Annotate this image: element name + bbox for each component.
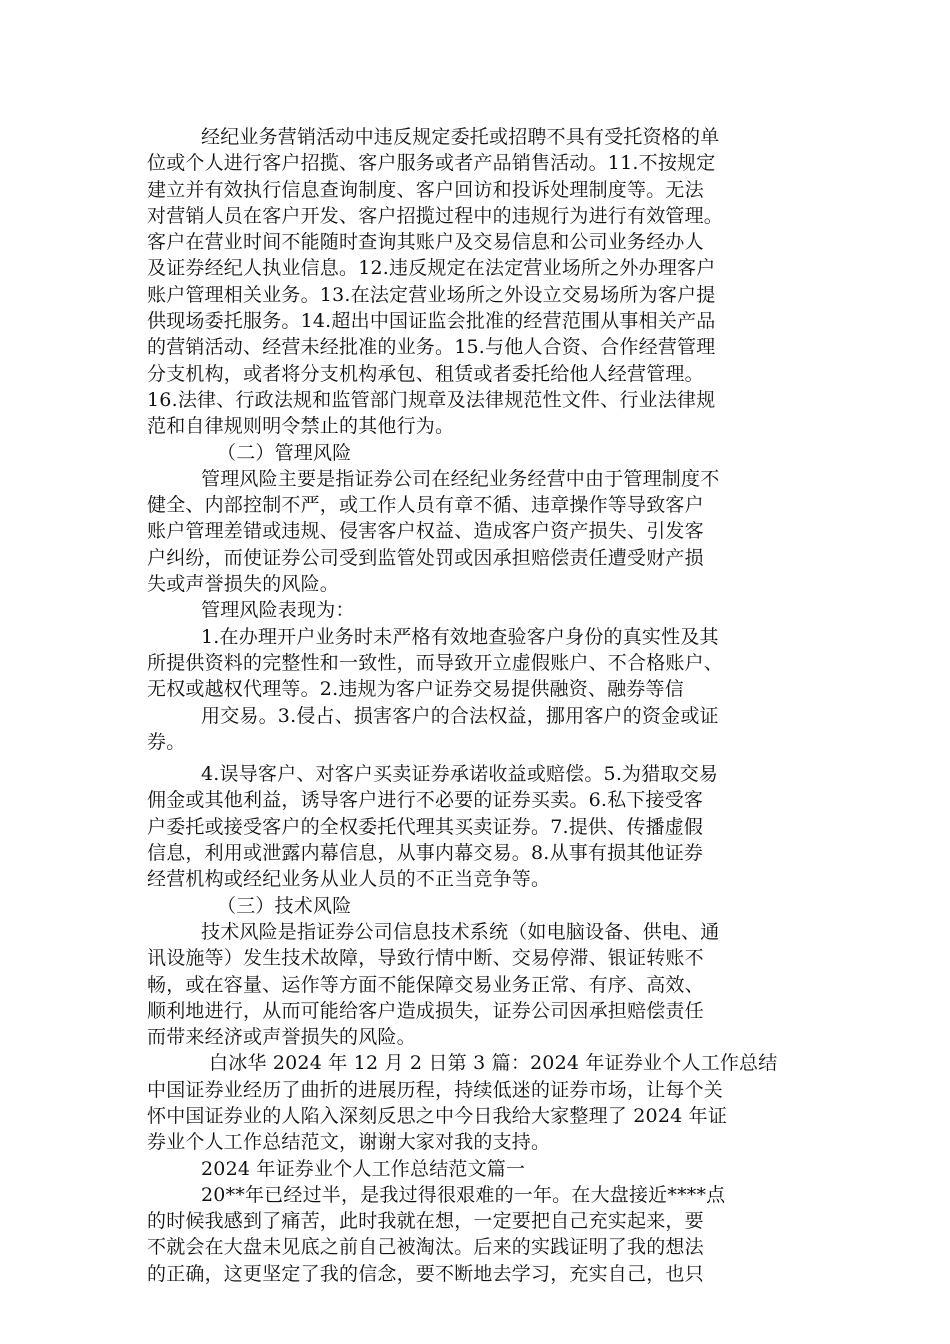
text-line: 的正确，这更坚定了我的信念，要不断地去学习，充实自己，也只 [147,1262,704,1285]
text-line: 位或个人进行客户招揽、客户服务或者产品销售活动。11.不按规定 [147,152,716,175]
section-heading: （二）管理风险 [217,441,352,464]
article-title: 2024 年证券业个人工作总结范文篇一 [201,1157,526,1180]
text-line: 户纠纷，而使证券公司受到监管处罚或因承担赔偿责任遭受财产损 [147,546,704,569]
text-line: 不就会在大盘未见底之前自己被淘汰。后来的实践证明了我的想法 [147,1236,704,1259]
text-line: 的营销活动、经营未经批准的业务。15.与他人合资、合作经营管理 [147,336,716,359]
text-line: 所提供资料的完整性和一致性，而导致开立虚假账户、不合格账户、 [147,651,724,674]
text-line: 20**年已经过半，是我过得很艰难的一年。在大盘接近****点 [201,1183,726,1206]
text-line: 信息，利用或泄露内幕信息，从事内幕交易。8.从事有损其他证券 [147,842,704,865]
text-line: 失或声誉损失的风险。 [147,573,340,596]
text-line: 分支机构，或者将分支机构承包、租赁或者委托给他人经营管理。 [147,362,704,385]
text-line: 白冰华 2024 年 12 月 2 日第 3 篇：2024 年证券业个人工作总结 [209,1052,778,1075]
text-line: 佣金或其他利益，诱导客户进行不必要的证券买卖。6.私下接受客 [147,789,704,812]
text-line: 账户管理相关业务。13.在法定营业场所之外设立交易场所为客户提 [147,283,716,306]
text-line: 中国证券业经历了曲折的进展历程，持续低迷的证券市场，让每个关 [147,1078,724,1101]
text-line: 用交易。3.侵占、损害客户的合法权益，挪用客户的资金或证 [201,704,719,727]
text-line: 顺利地进行，从而可能给客户造成损失，证券公司因承担赔偿责任 [147,999,704,1022]
text-line: 券。 [147,730,186,753]
text-line: 建立并有效执行信息查询制度、客户回访和投诉处理制度等。无法 [147,178,704,201]
text-line: 经营机构或经纪业务从业人员的不正当竞争等。 [147,868,551,891]
text-line: 1.在办理开户业务时未严格有效地查验客户身份的真实性及其 [201,625,719,648]
text-line: 怀中国证券业的人陷入深刻反思之中今日我给大家整理了 2024 年证 [147,1104,728,1127]
text-line: 技术风险是指证券公司信息技术系统（如电脑设备、供电、通 [201,920,720,943]
text-line: 券业个人工作总结范文，谢谢大家对我的支持。 [147,1131,551,1154]
text-line: 户委托或接受客户的全权委托代理其买卖证券。7.提供、传播虚假 [147,815,704,838]
text-line: 管理风险主要是指证券公司在经纪业务经营中由于管理制度不 [201,467,720,490]
text-line: 讯设施等）发生技术故障，导致行情中断、交易停滞、银证转账不 [147,947,704,970]
text-line: 及证券经纪人执业信息。12.违反规定在法定营业场所之外办理客户 [147,257,716,280]
document-body [147,124,827,1287]
text-line: 16.法律、行政法规和监管部门规章及法律规范性文件、行业法律规 [147,388,716,411]
text-line: 无权或越权代理等。2.违规为客户证券交易提供融资、融券等信 [147,678,684,701]
section-heading: （三）技术风险 [217,894,352,917]
text-line: 而带来经济或声誉损失的风险。 [147,1026,416,1049]
text-line: 4.误导客户、对客户买卖证券承诺收益或赔偿。5.为猎取交易 [201,763,719,786]
text-line: 管理风险表现为： [201,599,355,622]
text-line: 健全、内部控制不严，或工作人员有章不循、违章操作等导致客户 [147,494,704,517]
text-line: 畅，或在容量、运作等方面不能保障交易业务正常、有序、高效、 [147,973,704,996]
text-line: 客户在营业时间不能随时查询其账户及交易信息和公司业务经办人 [147,231,704,254]
text-line: 账户管理差错或违规、侵害客户权益、造成客户资产损失、引发客 [147,520,704,543]
text-line: 供现场委托服务。14.超出中国证监会批准的经营范围从事相关产品 [147,310,716,333]
text-line: 经纪业务营销活动中违反规定委托或招聘不具有受托资格的单 [201,126,720,148]
text-line: 范和自律规则明令禁止的其他行为。 [147,415,455,438]
text-line: 的时候我感到了痛苦，此时我就在想，一定要把自己充实起来，要 [147,1210,704,1233]
text-line: 对营销人员在客户开发、客户招揽过程中的违规行为进行有效管理。 [147,204,724,227]
